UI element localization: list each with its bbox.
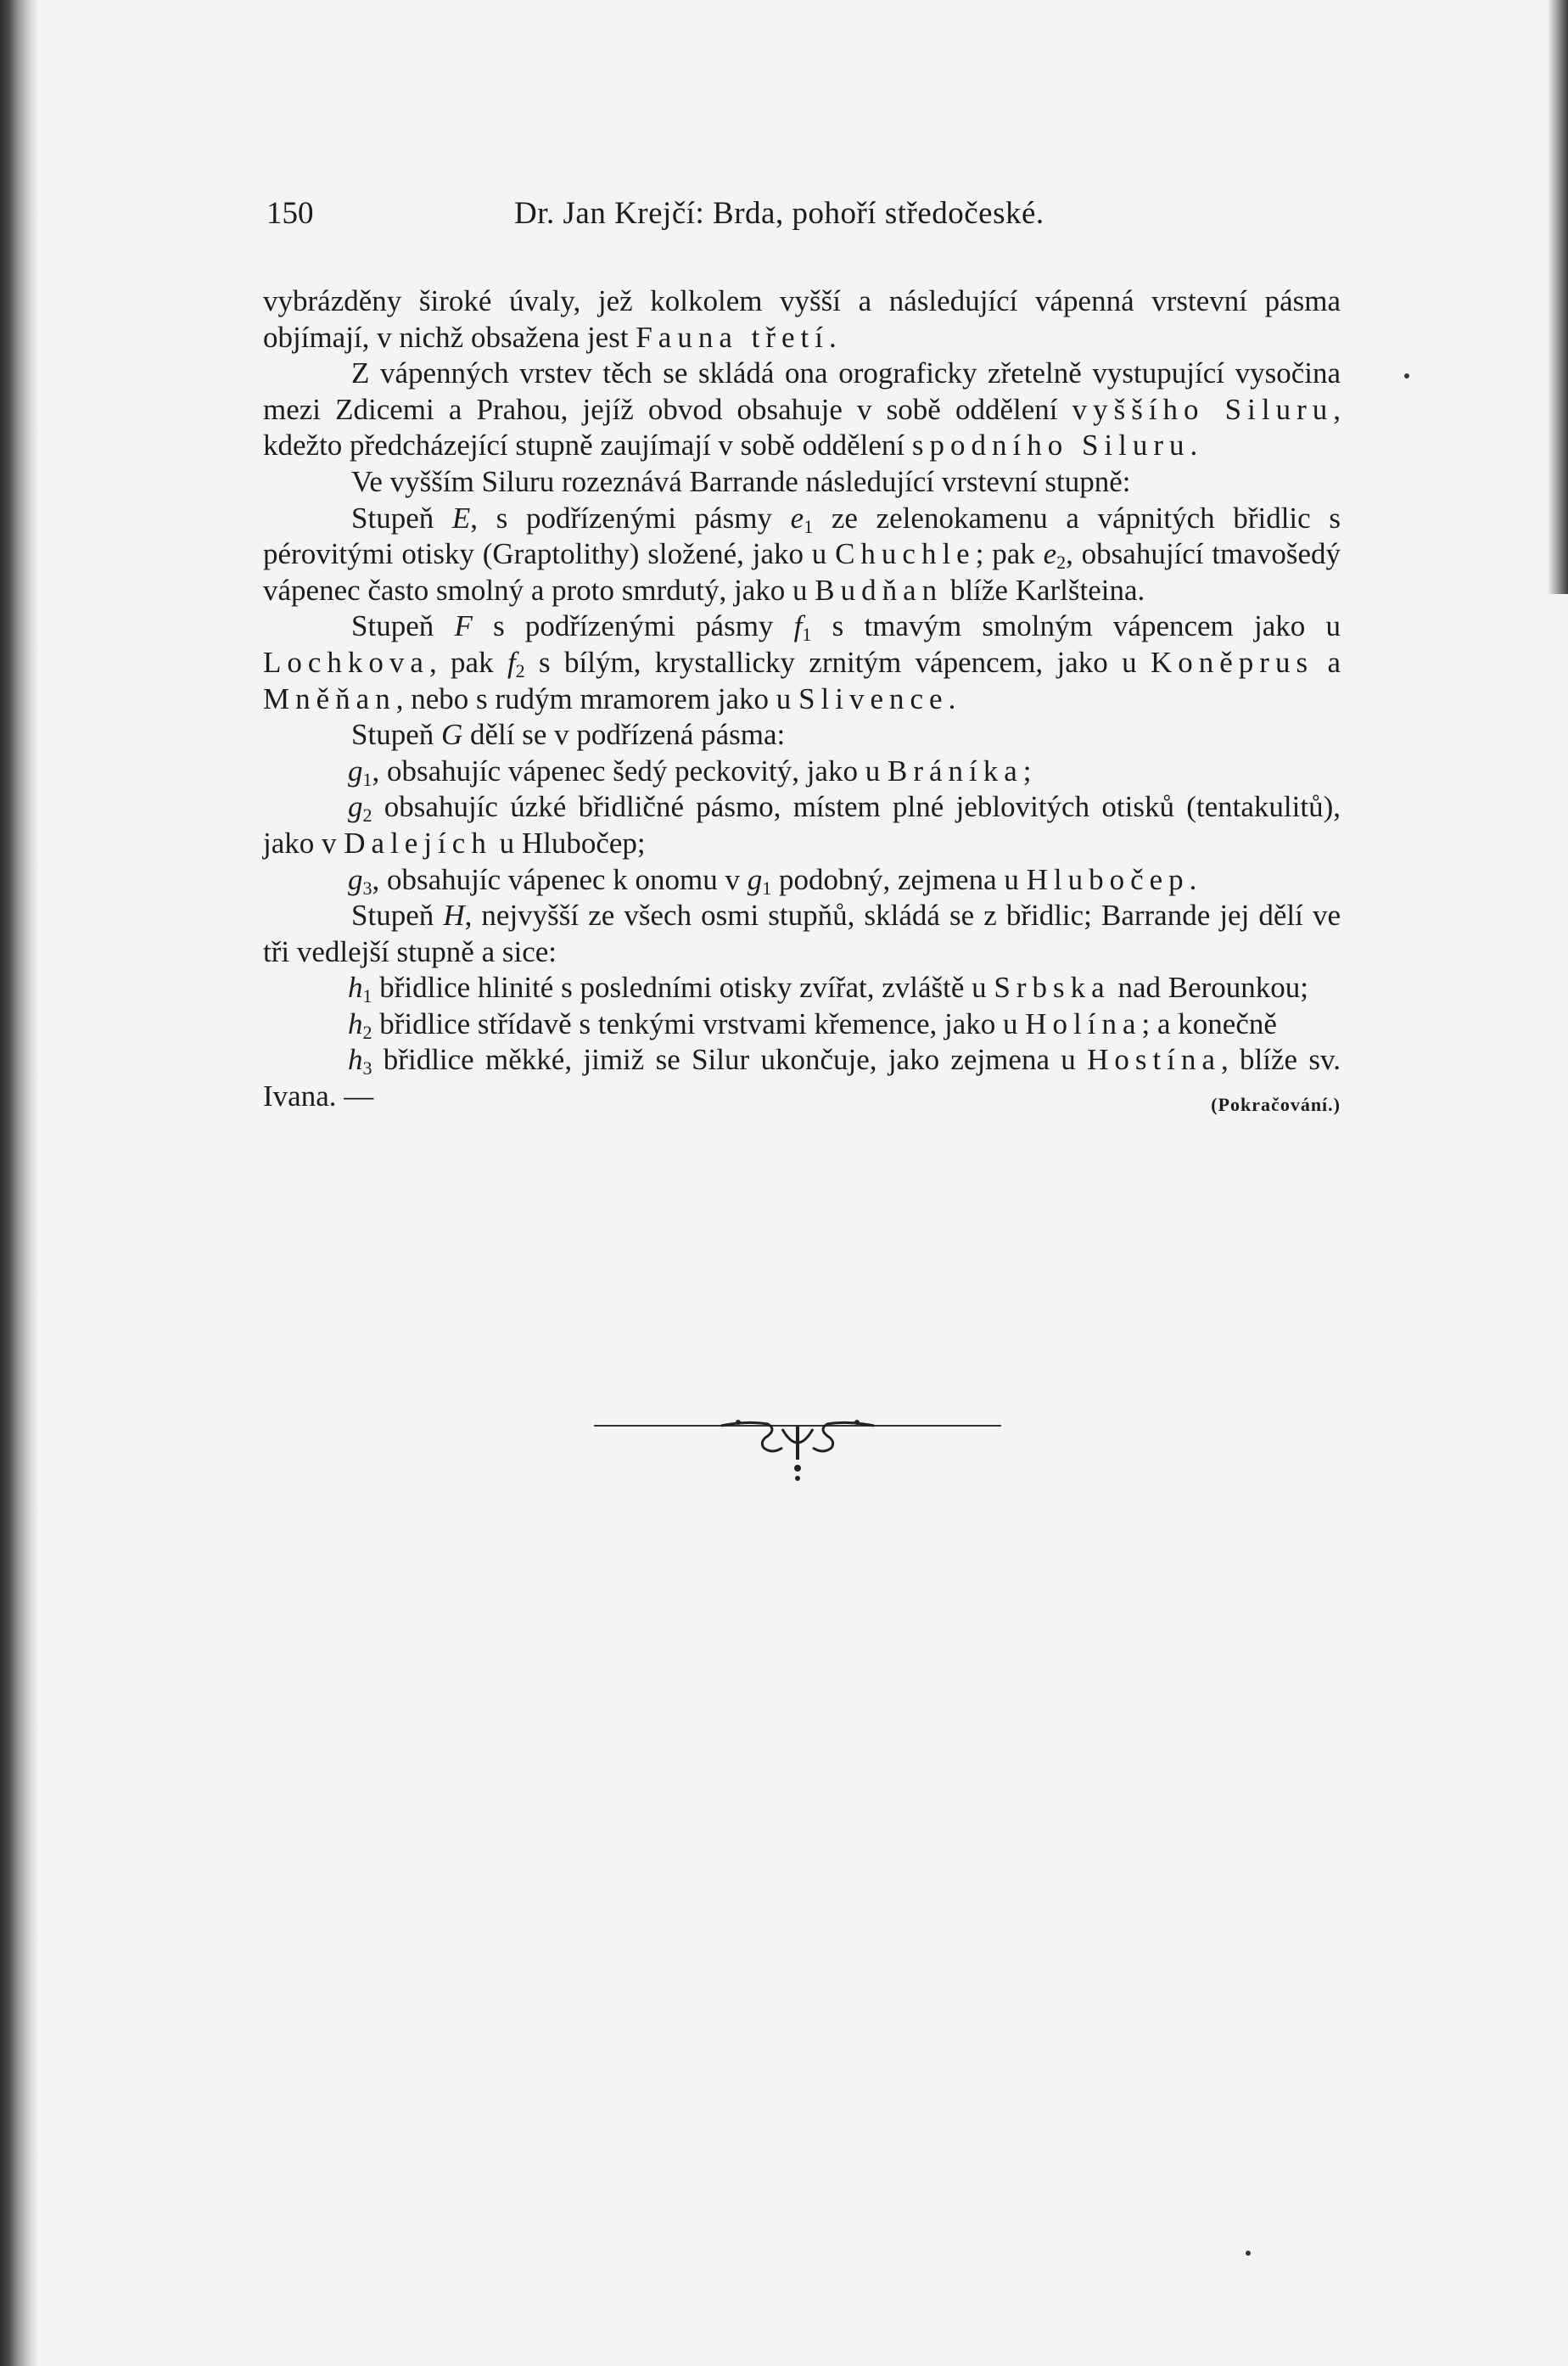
- paragraph-stage-g: Stupeň G dělí se v podřízená pásma:: [351, 718, 786, 752]
- item-h1: $h_1$ břidlice hlinité s posledními otisky zvířat, zvláště u Srbska nad Berounkou;: [348, 971, 1308, 1007]
- item-g2: $g_2$ obsahujíc úzké břidličné pásmo, místem plné jeblovitých otisků (tentakulitů), jako v Dalejích u Hlubočep;: [263, 790, 1341, 860]
- paragraph-stage-e: Stupeň E, s podřízenými pásmy $e_1$ ze zelenokamenu a vápnitých břidlic s pérovitými otisky (Graptolithy) složené, jako u Chuchle; pak $e_2$, obsahující tmavošedý vápenec často smolný a proto smrdutý, jako u Budňan blíže Karlšteina.: [263, 501, 1341, 607]
- item-g3: $g_3$, obsahujíc vápenec k onomu v $g_1$ podobný, zejmena u Hlubočep.: [348, 862, 1203, 899]
- speck-bottom: [1246, 2251, 1251, 2256]
- page-header: [263, 188, 1341, 239]
- page-number: 150: [266, 196, 314, 231]
- book-spine-shadow: [0, 0, 39, 2366]
- page-body: [263, 283, 1341, 1115]
- paragraph-1: vybrázděny široké úvaly, jež kolkolem vyšší a následující vápenná vrstevní pásma objímají, v nichž obsažena jest Fauna třetí.: [263, 284, 1341, 354]
- item-g1: $g_1$, obsahujíc vápenec šedý peckovitý, jako u Bráníka;: [348, 754, 1032, 790]
- paragraph-3: Ve vyšším Siluru rozeznává Barrande následující vrstevní stupně:: [351, 464, 1131, 498]
- paragraph-stage-h: Stupeň H, nejvyšší ze všech osmi stupňů, skládá se z břidlic; Barrande jej dělí ve tři vedlejší stupně a sice:: [263, 899, 1341, 968]
- item-h2: $h_2$ břidlice střídavě s tenkými vrstvami křemence, jako u Holína; a konečně: [348, 1006, 1277, 1043]
- speck-top: [1404, 373, 1409, 378]
- ornament-divider-icon: [594, 1392, 1001, 1494]
- item-h3: $h_3$ břidlice měkké, jimiž se Silur ukončuje, jako zejmena u Hostína, blíže sv. Ivana. — (Pokračování.): [263, 1042, 1341, 1114]
- paragraph-stage-f: Stupeň F s podřízenými pásmy $f_1$ s tmavým smolným vápencem jako u Lochkova, pak $f_2$ s bílým, krystallicky zrnitým vápencem, jako u Koněprus a Mněňan, nebo s rudým mramorem jako u Slivence.: [263, 609, 1341, 715]
- page-edge-shadow: [1548, 0, 1568, 594]
- page: [263, 188, 1341, 1124]
- continued-note: (Pokračování.): [1211, 1094, 1341, 1116]
- paragraph-2: Z vápenných vrstev těch se skládá ona orograficky zřetelně vystupující vysočina mezi Zdicemi a Prahou, jejíž obvod obsahuje v sobě oddělení vyššího Siluru, kdežto předcházející stupně zaujímají v sobě oddělení spodního Siluru.: [263, 356, 1341, 463]
- running-title: Dr. Jan Krejčí: Brda, pohoří středočeské.: [514, 196, 1044, 231]
